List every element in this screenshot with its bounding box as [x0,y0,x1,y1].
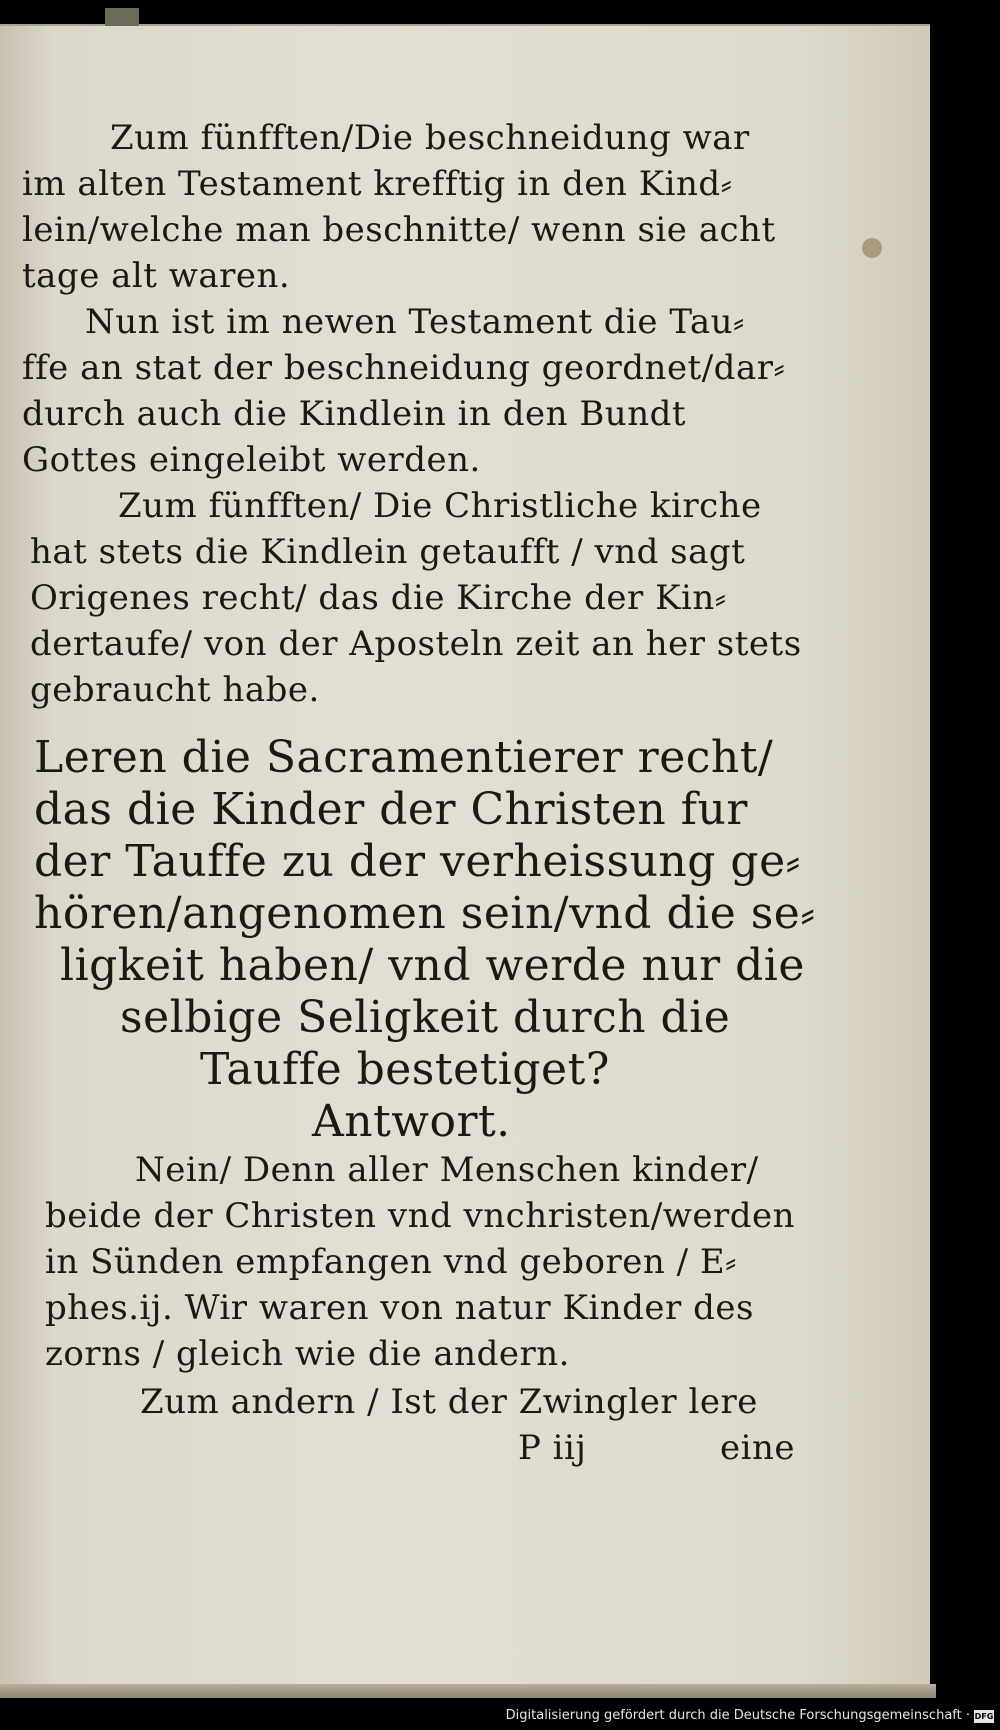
signature-mark: P iij [518,1428,587,1468]
text-line: tage alt waren. [22,256,291,296]
text-line: Nun ist im newen Testament die Tau⸗ [85,302,745,342]
text-line: phes.ij. Wir waren von natur Kinder des [45,1288,754,1328]
text-line: lein/welche man beschnitte/ wenn sie acht [22,210,776,250]
text-line: beide der Christen vnd vnchristen/werden [45,1196,796,1236]
text-line: im alten Testament krefftig in den Kind⸗ [22,164,733,204]
text-line: Zum fünfften/Die beschneidung war [110,118,750,158]
text-line: zorns / gleich wie die andern. [45,1334,570,1374]
text-line: durch auch die Kindlein in den Bundt [22,394,687,434]
text-line: ffe an stat der beschneidung geordnet/dar⸗ [22,348,786,388]
question-line: hören/angenomen sein/vnd die se⸗ [34,888,816,939]
binding-tab [105,8,139,26]
text-line: Gottes eingeleibt werden. [22,440,481,480]
text-line: hat stets die Kindlein getaufft / vnd sagt [30,532,746,572]
text-line: in Sünden empfangen vnd geboren / E⸗ [45,1242,738,1282]
text-line: Origenes recht/ das die Kirche der Kin⸗ [30,578,727,618]
page-bottom-edge [0,1684,936,1698]
text-line: dertaufe/ von der Aposteln zeit an her stets [30,624,802,664]
question-line: das die Kinder der Christen fur [34,784,748,835]
catchword: eine [720,1428,796,1468]
text-line: Zum fünfften/ Die Christliche kirche [118,486,762,526]
answer-heading: Antwort. [312,1096,511,1147]
text-line: gebraucht habe. [30,670,320,710]
footer-credit: Digitalisierung gefördert durch die Deutsche Forschungsgemeinschaft · [505,1708,970,1723]
paper-stain [862,238,882,258]
text-line: Nein/ Denn aller Menschen kinder/ [135,1150,759,1190]
dfg-logo-icon: DFG [974,1712,994,1721]
question-line: selbige Seligkeit durch die [120,992,731,1043]
footer-bar [0,1704,1000,1730]
text-line: Zum andern / Ist der Zwingler lere [140,1382,758,1422]
question-line: der Tauffe zu der verheissung ge⸗ [34,836,801,887]
question-line: Leren die Sacramentierer recht/ [34,732,774,783]
question-line: Tauffe bestetiget? [200,1044,610,1095]
question-line: ligkeit haben/ vnd werde nur die [60,940,805,991]
